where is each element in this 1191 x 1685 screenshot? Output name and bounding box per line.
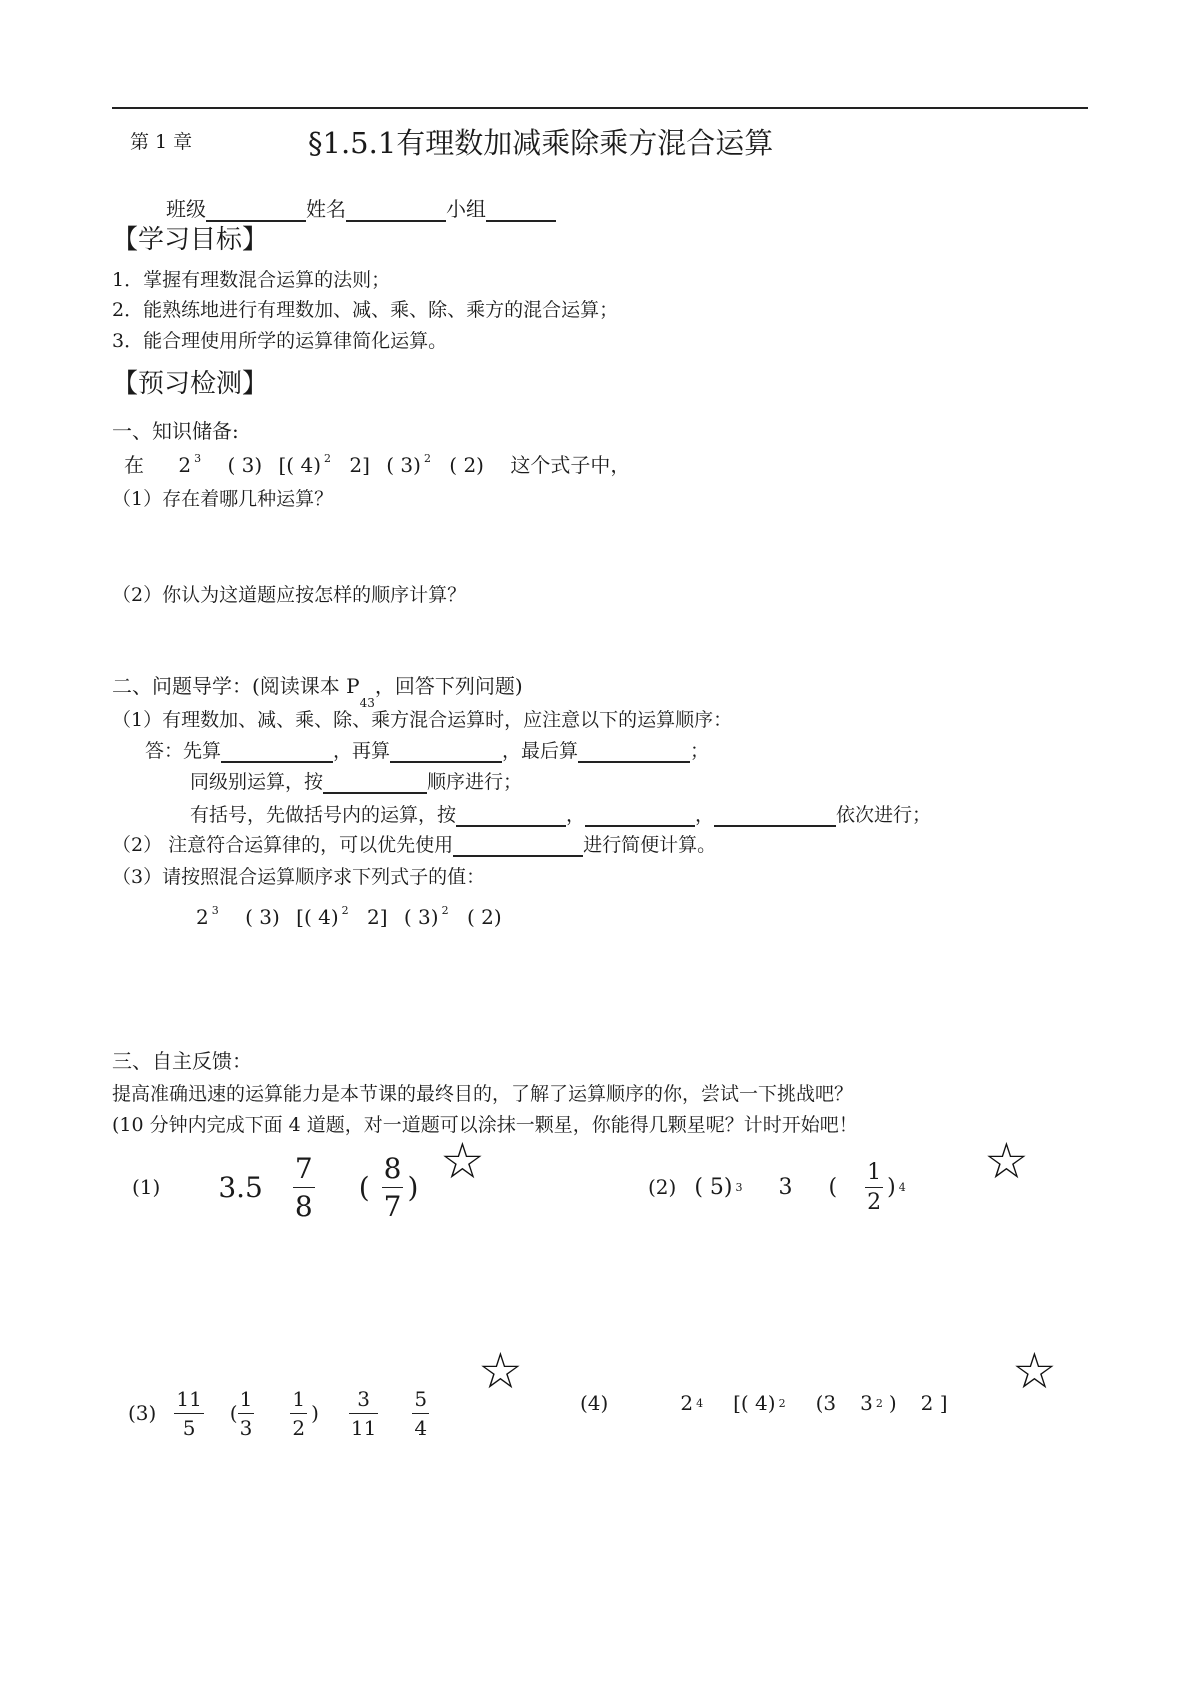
problem-4-term: [( 4) [733, 1391, 776, 1415]
section2-title-a: 二、问题导学：(阅读课本 P [112, 674, 360, 698]
expr-prefix: 在 [124, 453, 144, 477]
feedback-line-1: 提高准确迅速的运算能力是本节课的最终目的，了解了运算顺序的你，尝试一下挑战吧？ [112, 1083, 854, 1105]
fraction-denominator: 2 [865, 1187, 883, 1215]
question-1: （1）存在着哪几种运算？ [112, 488, 334, 510]
fraction-denominator: 4 [412, 1413, 429, 1440]
same-level-label: 同级别运算，按 [190, 771, 324, 793]
bracket-sep-1: ， [566, 804, 586, 826]
expr-term: ( 2) [466, 905, 502, 929]
problem-4-label: (4) [580, 1391, 609, 1415]
bracket-end: 依次进行； [836, 804, 932, 826]
section2-title-b: ，回答下列问题) [374, 674, 523, 698]
group-label: 小组 [446, 197, 486, 221]
fraction [238, 1387, 255, 1440]
fraction-denominator: 3 [238, 1413, 255, 1440]
page-ref-subscript: 43 [359, 696, 375, 710]
expr-exponent: 2 [441, 904, 449, 917]
expr-base: 2 [196, 905, 209, 929]
bracket-blank-2[interactable] [585, 803, 695, 827]
answer-blank-3[interactable] [578, 739, 690, 763]
paren: ) [887, 1174, 896, 1200]
exponent: 4 [696, 1396, 704, 1410]
feedback-line-2: (10 分钟内完成下面 4 道题，对一道题可以涂抹一颗星，你能得几颗星呢？计时开始吧！ [112, 1114, 858, 1136]
answer-first-label: 答：先算 [145, 740, 222, 762]
expr-exponent: 2 [423, 452, 431, 465]
fraction-numerator: 1 [292, 1386, 306, 1411]
fraction [174, 1387, 203, 1440]
problem-2-term: ( 5) [694, 1174, 733, 1200]
fraction [412, 1387, 429, 1440]
expr-exponent: 2 [341, 904, 349, 917]
bracket-blank-1[interactable] [456, 803, 566, 827]
name-blank[interactable] [346, 198, 446, 222]
fraction-denominator: 11 [349, 1413, 378, 1440]
guide-point-1: （1）有理数加、减、乘、除、乘方混合运算时，应注意以下的运算顺序： [112, 709, 733, 731]
guide-point-2 [112, 830, 716, 857]
expr-exponent: 3 [211, 904, 219, 917]
student-info-line [166, 193, 556, 222]
problem-4-term: 2 ] [920, 1391, 948, 1415]
fraction-numerator: 5 [414, 1386, 428, 1411]
problem-4-term: 2 [680, 1391, 694, 1415]
section2-title [112, 670, 523, 710]
problem-4-term: (3 [815, 1391, 837, 1415]
problem-2 [648, 1142, 906, 1232]
expr-term: [( 4) [278, 453, 321, 477]
expr-term: ( 2) [449, 453, 484, 477]
paren: ( [229, 1401, 238, 1425]
star-icon[interactable]: ☆ [1012, 1342, 1057, 1400]
expr-term: 2] [367, 905, 388, 929]
expr-term: [( 4) [296, 905, 339, 929]
fraction [865, 1160, 883, 1215]
fraction-numerator: 8 [383, 1151, 402, 1185]
same-level-blank[interactable] [323, 770, 427, 794]
fraction-denominator: 7 [382, 1187, 404, 1223]
section3-title: 三、自主反馈： [112, 1049, 252, 1073]
expression-line-2 [196, 904, 502, 929]
section1-title: 一、知识储备: [112, 419, 239, 443]
bracket-line [190, 800, 931, 827]
guide-point-3: （3）请按照混合运算顺序求下列式子的值： [112, 866, 486, 888]
fraction [290, 1387, 307, 1440]
answer-second-label: ，再算 [333, 740, 391, 762]
exponent: 4 [898, 1180, 906, 1194]
objective-item-1: 1．掌握有理数混合运算的法则； [112, 269, 391, 291]
paren: ) [311, 1401, 319, 1425]
same-level-line [190, 767, 522, 794]
guide-point-2-a: （2） 注意符合运算律的，可以优先使用 [112, 834, 454, 856]
expr-term: ( 3) [245, 905, 280, 929]
fraction [293, 1152, 315, 1223]
bracket-blank-3[interactable] [714, 803, 836, 827]
problem-1-term: 3.5 [218, 1170, 263, 1204]
fraction-numerator: 11 [176, 1386, 202, 1411]
same-level-end: 顺序进行； [427, 771, 523, 793]
expr-term: ( 3) [386, 453, 421, 477]
exponent: 2 [875, 1396, 883, 1410]
star-icon[interactable]: ☆ [984, 1132, 1029, 1190]
header-rule [112, 107, 1088, 109]
objective-item-3: 3．能合理使用所学的运算律简化运算。 [112, 330, 448, 352]
expr-base: 2 [178, 453, 192, 477]
bracket-label: 有括号，先做括号内的运算，按 [190, 804, 457, 826]
fraction-denominator: 2 [290, 1413, 307, 1440]
preview-heading: 【预习检测】 [112, 369, 269, 399]
answer-last-label: ，最后算 [502, 740, 579, 762]
answer-blank-1[interactable] [221, 739, 333, 763]
fraction [349, 1387, 378, 1440]
fraction-numerator: 1 [867, 1159, 882, 1185]
problem-2-term: 3 [778, 1174, 793, 1200]
answer-end: ； [690, 740, 710, 762]
answer-line [145, 736, 709, 763]
expr-exponent: 2 [324, 452, 331, 465]
fraction-numerator: 7 [294, 1151, 313, 1185]
fraction-denominator: 8 [293, 1187, 315, 1223]
exponent: 2 [778, 1396, 786, 1410]
fraction-numerator: 1 [239, 1386, 253, 1411]
problem-4-term: 3 [860, 1391, 873, 1415]
fraction-denominator: 5 [174, 1413, 203, 1440]
paren: ( [828, 1174, 838, 1200]
expr-suffix: 这个式子中， [510, 453, 631, 477]
bracket-sep-2: ， [695, 804, 715, 826]
guide-point-2-b: 进行简便计算。 [583, 834, 717, 856]
class-label: 班级 [166, 197, 206, 221]
problem-3-label: (3) [128, 1401, 157, 1425]
answer-blank-2[interactable] [390, 739, 502, 763]
name-label: 姓名 [306, 197, 346, 221]
fraction-numerator: 3 [357, 1386, 370, 1411]
objective-item-2: 2．能熟练地进行有理数加、减、乘、除、乘方的混合运算； [112, 299, 619, 321]
star-icon[interactable]: ☆ [440, 1132, 485, 1190]
question-2: （2）你认为这道题应按怎样的顺序计算？ [112, 584, 467, 606]
paren: ) [407, 1170, 419, 1204]
problem-1-label: (1) [132, 1175, 161, 1199]
group-blank[interactable] [486, 198, 556, 222]
expression-line-1 [124, 449, 630, 478]
exponent: 3 [735, 1180, 743, 1194]
fraction [382, 1152, 404, 1223]
law-blank[interactable] [453, 833, 583, 857]
star-icon[interactable]: ☆ [478, 1342, 523, 1400]
expr-term: ( 3) [227, 453, 263, 477]
expr-exponent: 3 [194, 452, 202, 465]
paren: ( [358, 1170, 370, 1204]
expr-term: ( 3) [403, 905, 439, 929]
paren: ) [888, 1391, 897, 1415]
problem-1 [132, 1142, 418, 1232]
chapter-label: 第 1 章 [130, 131, 193, 153]
page-title: §1.5.1有理数加减乘除乘方混合运算 [308, 126, 774, 160]
expr-term: 2] [349, 453, 370, 477]
problem-3 [128, 1368, 433, 1458]
problem-2-label: (2) [648, 1175, 677, 1199]
objectives-heading: 【学习目标】 [112, 225, 269, 255]
problem-4 [580, 1368, 948, 1438]
